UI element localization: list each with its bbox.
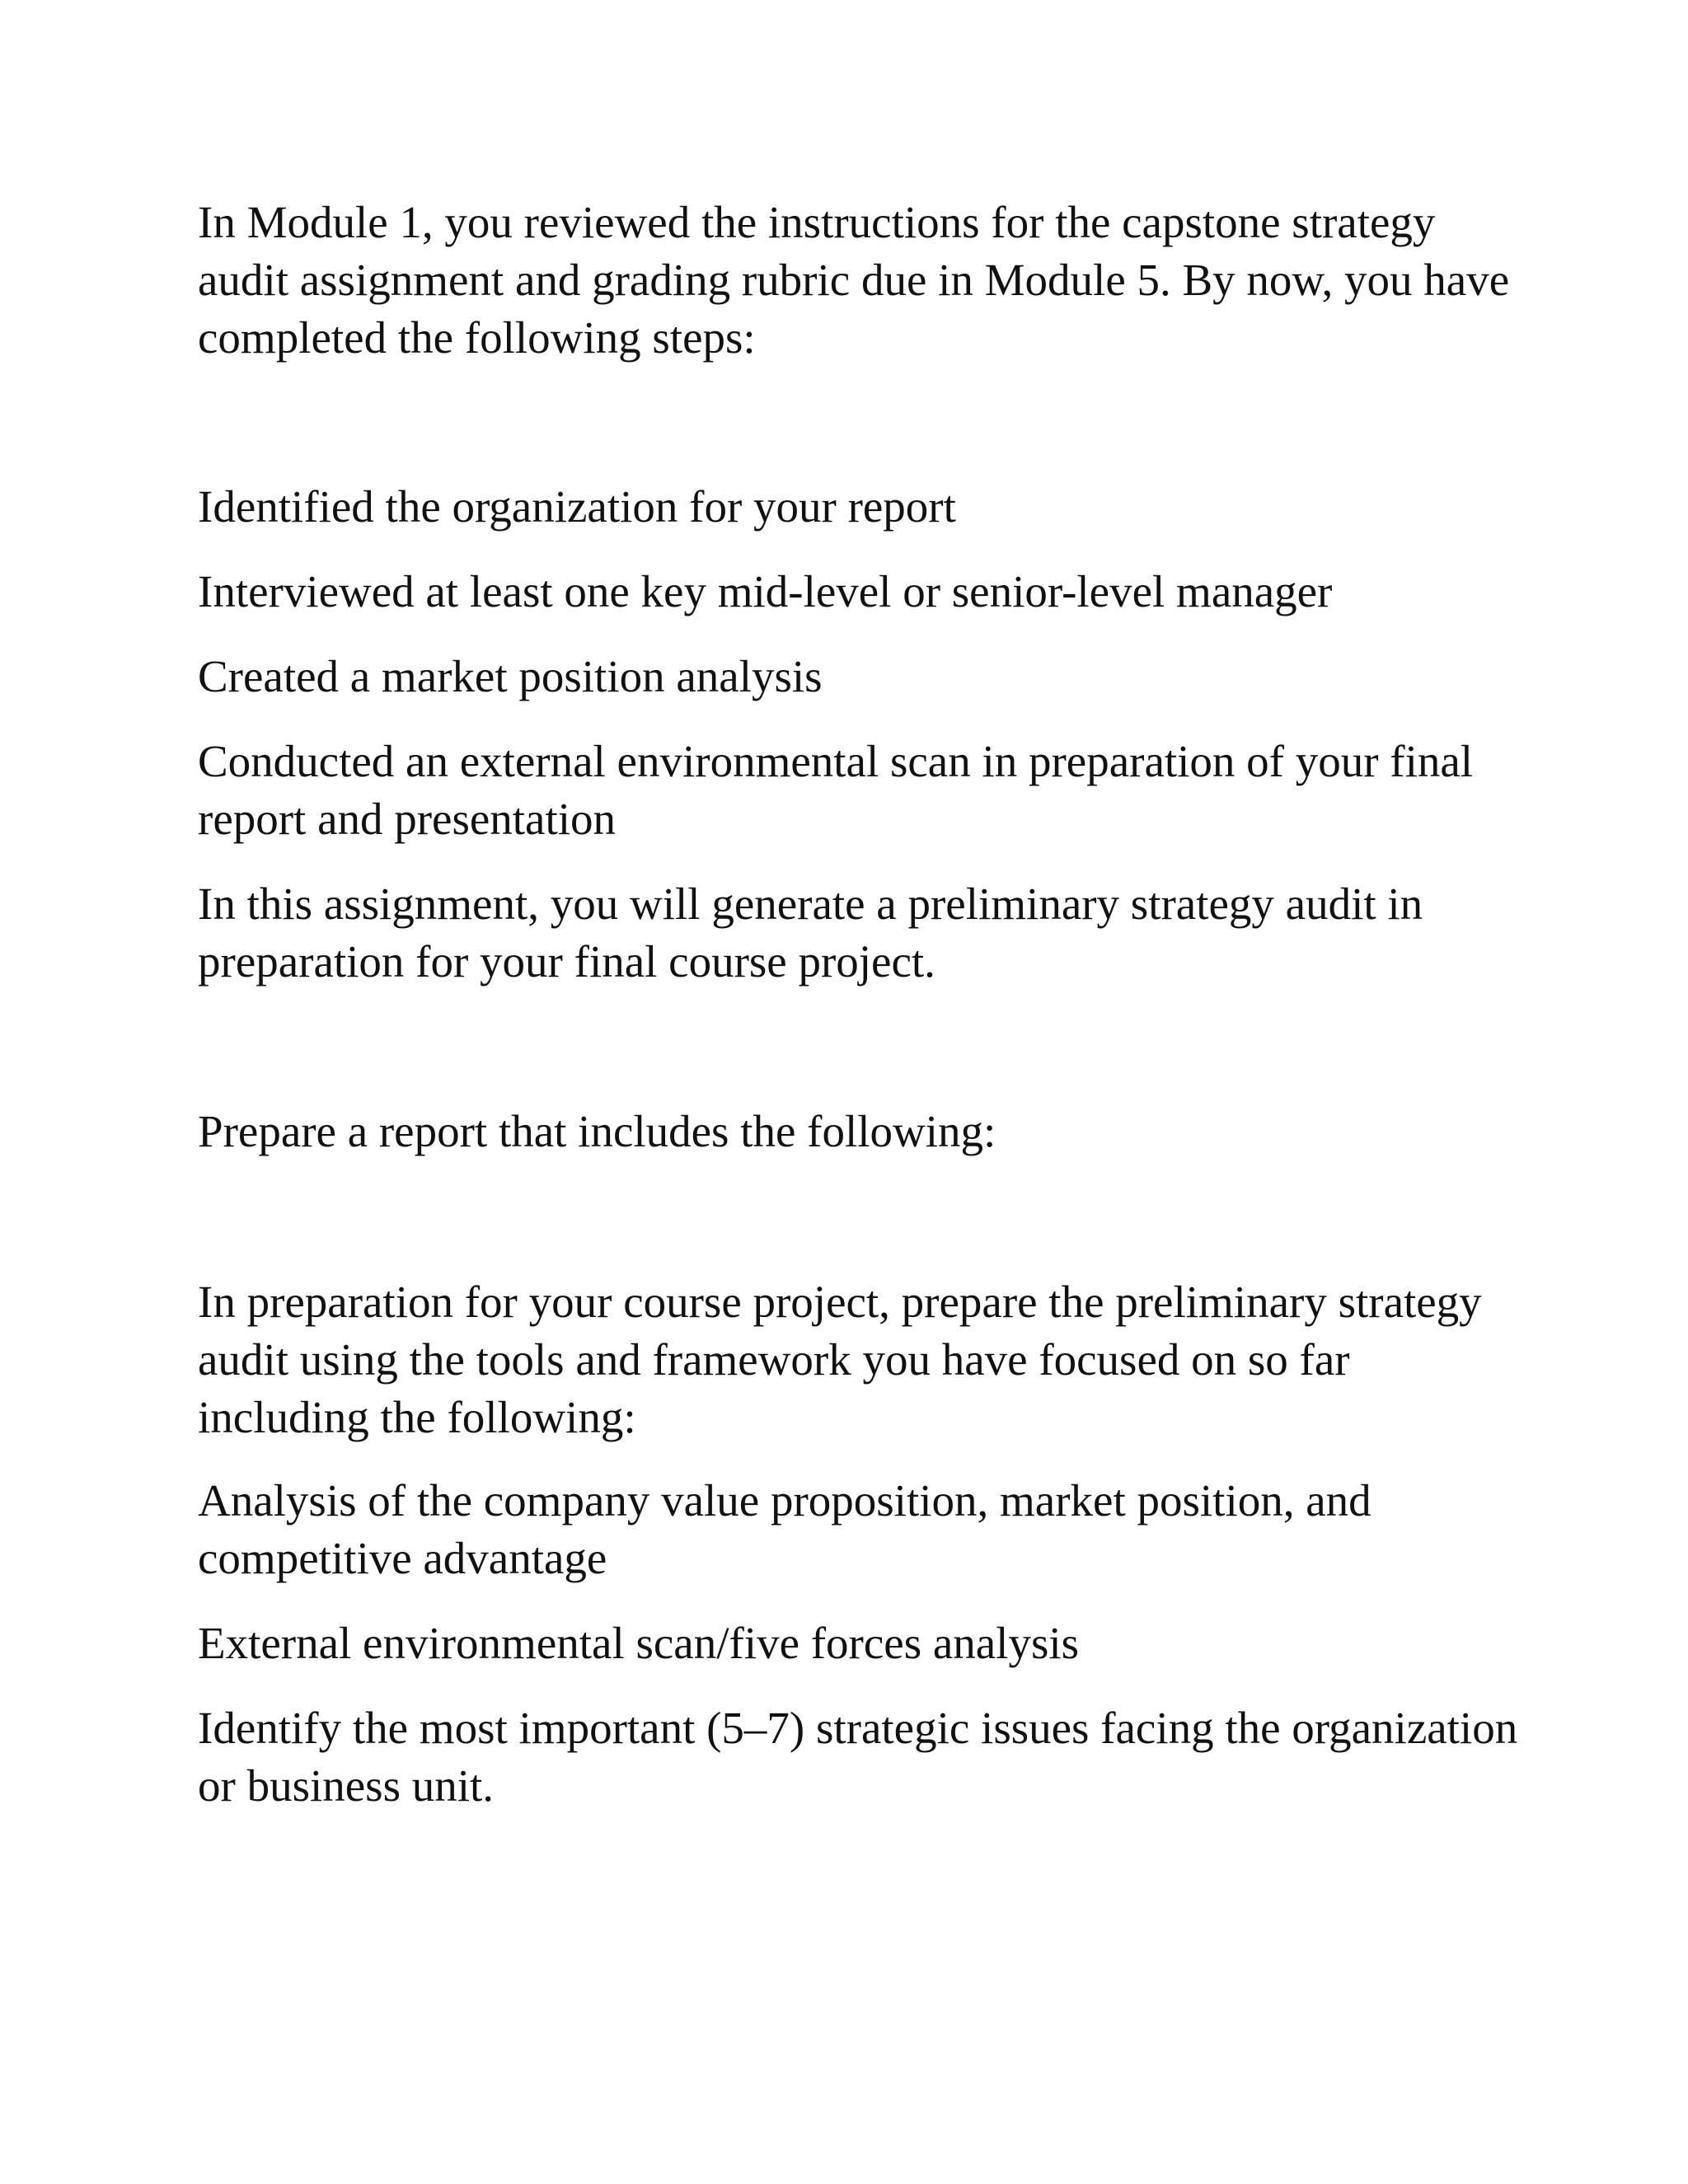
text-line: completed the following steps: xyxy=(198,312,756,363)
text-line: External environmental scan/five forces analysis xyxy=(198,1618,1080,1668)
text-line: audit using the tools and framework you have focused on so far xyxy=(198,1334,1350,1385)
text-line: In preparation for your course project, prepare the preliminary strategy xyxy=(198,1277,1482,1327)
step-item xyxy=(198,733,1517,848)
step-item xyxy=(198,563,1517,621)
project-intro-paragraph xyxy=(198,1273,1517,1446)
requirement-item xyxy=(198,1615,1517,1672)
text-line: including the following: xyxy=(198,1392,636,1442)
requirement-item xyxy=(198,1699,1517,1815)
text-line: In Module 1, you reviewed the instructions for the capstone strategy xyxy=(198,197,1436,247)
text-line: Prepare a report that includes the following: xyxy=(198,1106,996,1156)
text-line: Analysis of the company value proposition, market position, and xyxy=(198,1475,1372,1526)
text-line: preparation for your final course project. xyxy=(198,936,935,987)
text-line: audit assignment and grading rubric due in Module 5. By now, you have xyxy=(198,255,1510,305)
step-item xyxy=(198,478,1517,536)
text-line: Interviewed at least one key mid-level or senior-level manager xyxy=(198,566,1333,616)
text-line: Identified the organization for your report xyxy=(198,481,956,532)
requirement-item xyxy=(198,1472,1517,1587)
step-item xyxy=(198,648,1517,705)
text-line: Conducted an external environmental scan in preparation of your final xyxy=(198,736,1474,786)
text-line: In this assignment, you will generate a preliminary strategy audit in xyxy=(198,879,1423,929)
report-heading xyxy=(198,1103,1517,1160)
text-line: Identify the most important (5–7) strategic issues facing the organization xyxy=(198,1703,1518,1753)
text-line: Created a market position analysis xyxy=(198,651,823,701)
text-line: report and presentation xyxy=(198,794,617,844)
text-line: competitive advantage xyxy=(198,1533,607,1583)
assignment-intro-paragraph xyxy=(198,875,1517,991)
text-line: or business unit. xyxy=(198,1760,495,1811)
intro-paragraph xyxy=(198,194,1517,367)
